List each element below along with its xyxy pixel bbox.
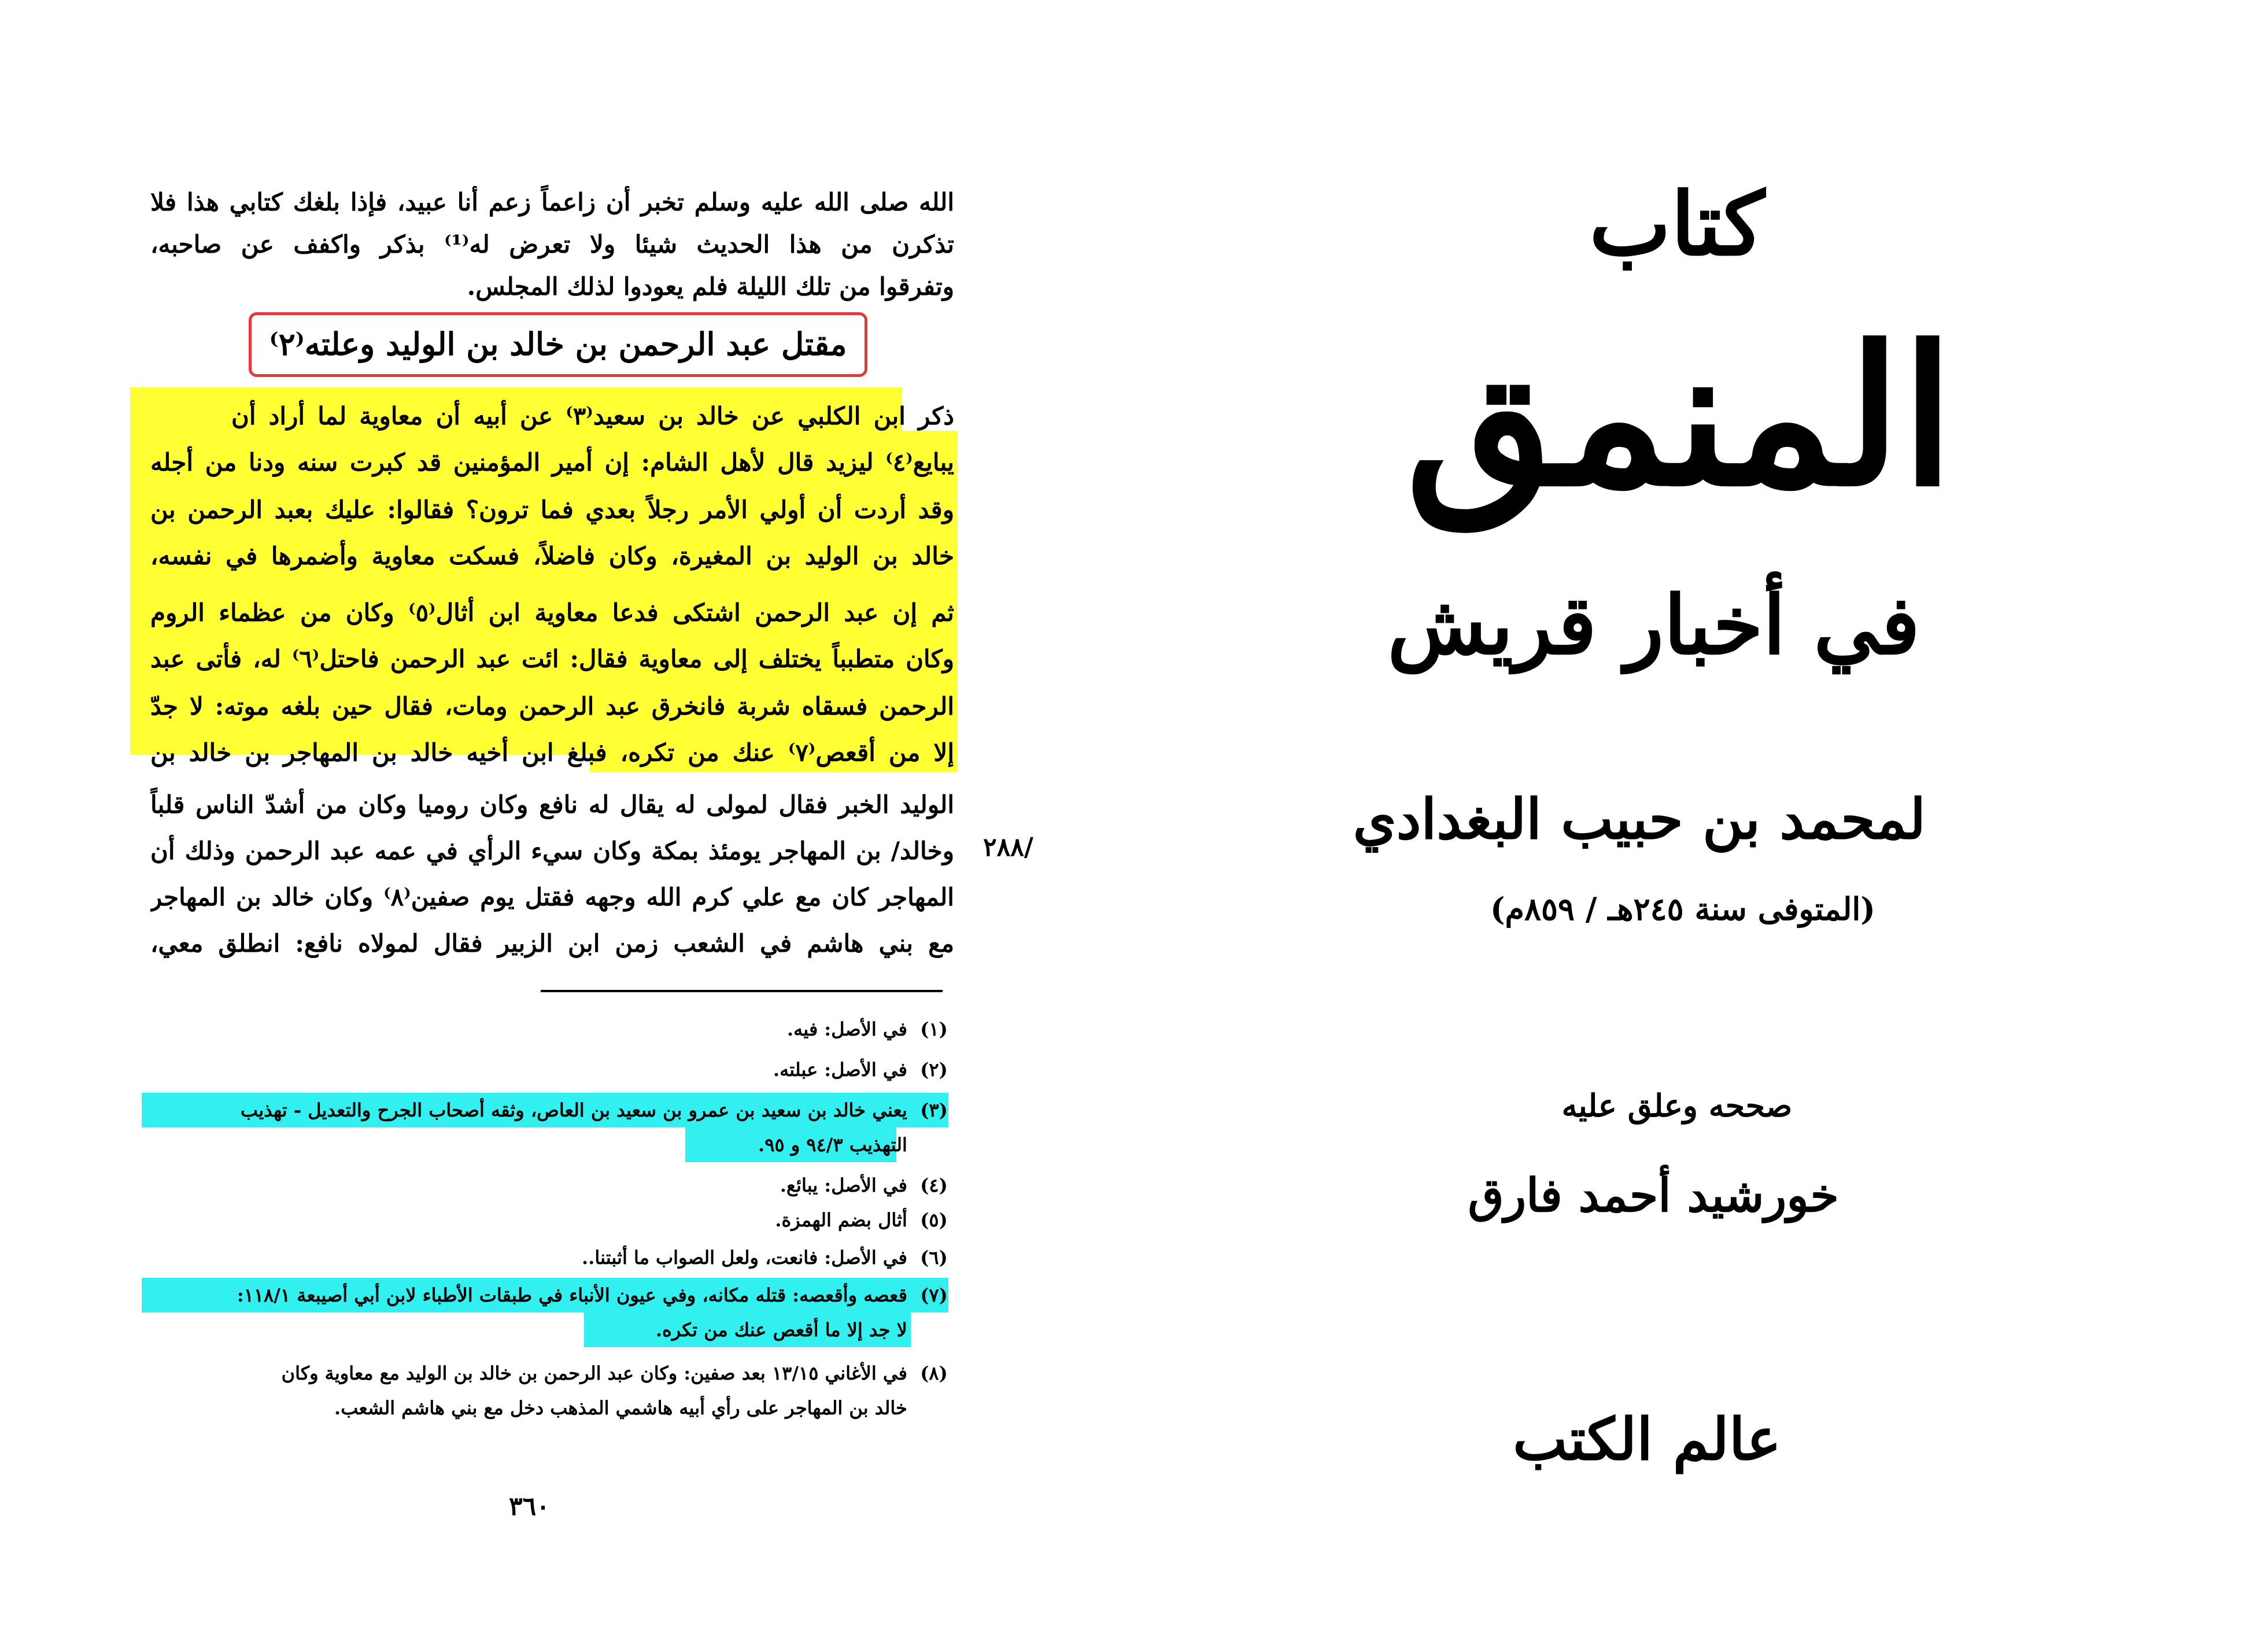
body-line: إلا من أقعص⁽٧⁾ عنك من تكره، فبلغ ابن أخيه خالد بن المهاجر بن خالد بن — [150, 738, 954, 767]
body-line: ذكر ابن الكلبي عن خالد بن سعيد⁽٣⁾ عن أبيه أن معاوية لما أراد أن — [231, 402, 954, 430]
footnote — [150, 1203, 954, 1237]
editor-name: خورشيد أحمد فارق — [1468, 1168, 1839, 1222]
publisher: عالم الكتب — [1513, 1405, 1781, 1473]
page-number: ٣٦٠ — [509, 1492, 550, 1521]
body-line: الرحمن فسقاه شربة فانخرق عبد الرحمن ومات، فقال حين بلغه موته: لا جدّ — [150, 692, 954, 720]
body-line: ثم إن عبد الرحمن اشتكى فدعا معاوية ابن أثال⁽٥⁾ وكان من عظماء الروم — [150, 598, 954, 627]
book-subtitle: في أخبار قريش — [1387, 578, 1920, 673]
footnote-number: (١) — [920, 1018, 948, 1040]
chapter-heading: مقتل عبد الرحمن بن خالد بن الوليد وعلته⁽٢⁾ — [249, 312, 867, 377]
footnote-divider — [541, 990, 943, 992]
footnote-continuation — [150, 1391, 954, 1425]
footnote-continuation — [150, 1127, 954, 1162]
margin-page-reference: /٢٨٨ — [983, 833, 1033, 862]
body-line: مع بني هاشم في الشعب زمن ابن الزبير فقال لمولاه نافع: انطلق معي، — [150, 929, 954, 958]
intro-line: تذكرن من هذا الحديث شيئا ولا تعرض له⁽¹⁾ بذكر واكفف عن صاحبه، — [150, 230, 954, 258]
footnote-number: (٣) — [920, 1099, 948, 1121]
editor-label: صححه وعلق عليه — [1561, 1087, 1793, 1124]
footnote-number: (٨) — [920, 1362, 948, 1384]
footnote-number: (٧) — [920, 1284, 948, 1306]
footnote-text: في الأصل: فيه. — [787, 1018, 907, 1040]
footnote-text: أثال بضم الهمزة. — [775, 1209, 907, 1231]
footnote-text: في الأصل: يبائع. — [780, 1174, 907, 1196]
footnote — [150, 1093, 954, 1127]
footnote — [150, 1052, 954, 1087]
body-line: وقد أردت أن أولي الأمر رجلاً بعدي فما ترون؟ فقالوا: عليك بعبد الرحمن بن — [150, 496, 954, 524]
intro-line: الله صلى الله عليه وسلم تخبر أن زاعماً زعم أنا عبيد، فإذا بلغك كتابي هذا فلا — [150, 188, 954, 216]
footnote-text: في الأغاني ١٣/١٥ بعد صفين: وكان عبد الرحمن بن خالد بن الوليد مع معاوية وكان — [281, 1362, 907, 1384]
footnote-number: (٤) — [920, 1174, 948, 1196]
footnote-text: لا جد إلا ما أقعص عنك من تكره. — [655, 1319, 907, 1341]
footnote — [150, 1012, 954, 1047]
author-name: لمحمد بن حبيب البغدادي — [1353, 786, 1926, 852]
footnote — [150, 1240, 954, 1275]
footnote-text: قعصه وأقعصه: قتله مكانه، وفي عيون الأنباء في طبقات الأطباء لابن أبي أصيبعة ١١٨/١: — [237, 1284, 907, 1306]
body-line: وخالد/ بن المهاجر يومئذ بمكة وكان سيء الرأي في عمه عبد الرحمن وذلك أن — [150, 837, 954, 865]
book-main-title: المنمق — [1405, 304, 1955, 528]
body-line: وكان متطبباً يختلف إلى معاوية فقال: ائت عبد الرحمن فاحتل⁽٦⁾ له، فأتى عبد — [150, 645, 954, 673]
footnote — [150, 1278, 954, 1313]
footnote-number: (٦) — [920, 1247, 948, 1269]
left-page — [0, 0, 1133, 1634]
right-page-title — [1133, 0, 2268, 1634]
body-line: يبايع⁽٤⁾ ليزيد قال لأهل الشام: إن أمير المؤمنين قد كبرت سنه ودنا من أجله — [150, 448, 954, 476]
footnote-number: (٢) — [920, 1059, 948, 1081]
footnote-continuation — [150, 1313, 954, 1347]
body-line: خالد بن الوليد بن المغيرة، وكان فاضلاً، فسكت معاوية وأضمرها في نفسه، — [150, 542, 954, 570]
footnote — [150, 1168, 954, 1203]
body-line: المهاجر كان مع علي كرم الله وجهه فقتل يوم صفين⁽٨⁾ وكان خالد بن المهاجر — [150, 883, 954, 911]
body-line: الوليد الخبر فقال لمولى له يقال له نافع وكان روميا وكان من أشدّ الناس قلباً — [150, 790, 954, 819]
footnote-text: التهذيب ٩٤/٣ و ٩٥. — [758, 1134, 907, 1156]
footnote-number: (٥) — [920, 1209, 948, 1231]
footnote-text: خالد بن المهاجر على رأي أبيه هاشمي المذهب دخل مع بني هاشم الشعب. — [334, 1397, 907, 1419]
footnote — [150, 1356, 954, 1391]
intro-line: وتفرقوا من تلك الليلة فلم يعودوا لذلك المجلس. — [467, 272, 954, 301]
author-dates: (المتوفى سنة ٢٤٥هـ / ٨٥٩م) — [1490, 890, 1875, 927]
footnote-text: في الأصل: فانعت، ولعل الصواب ما أثبتنا.. — [582, 1247, 907, 1269]
footnote-text: في الأصل: عبلته. — [773, 1059, 907, 1081]
footnote-text: يعني خالد بن سعيد بن عمرو بن سعيد بن العاص، وثقه أصحاب الجرح والتعديل - تهذيب — [240, 1099, 907, 1121]
book-label: كتاب — [1589, 173, 1765, 275]
